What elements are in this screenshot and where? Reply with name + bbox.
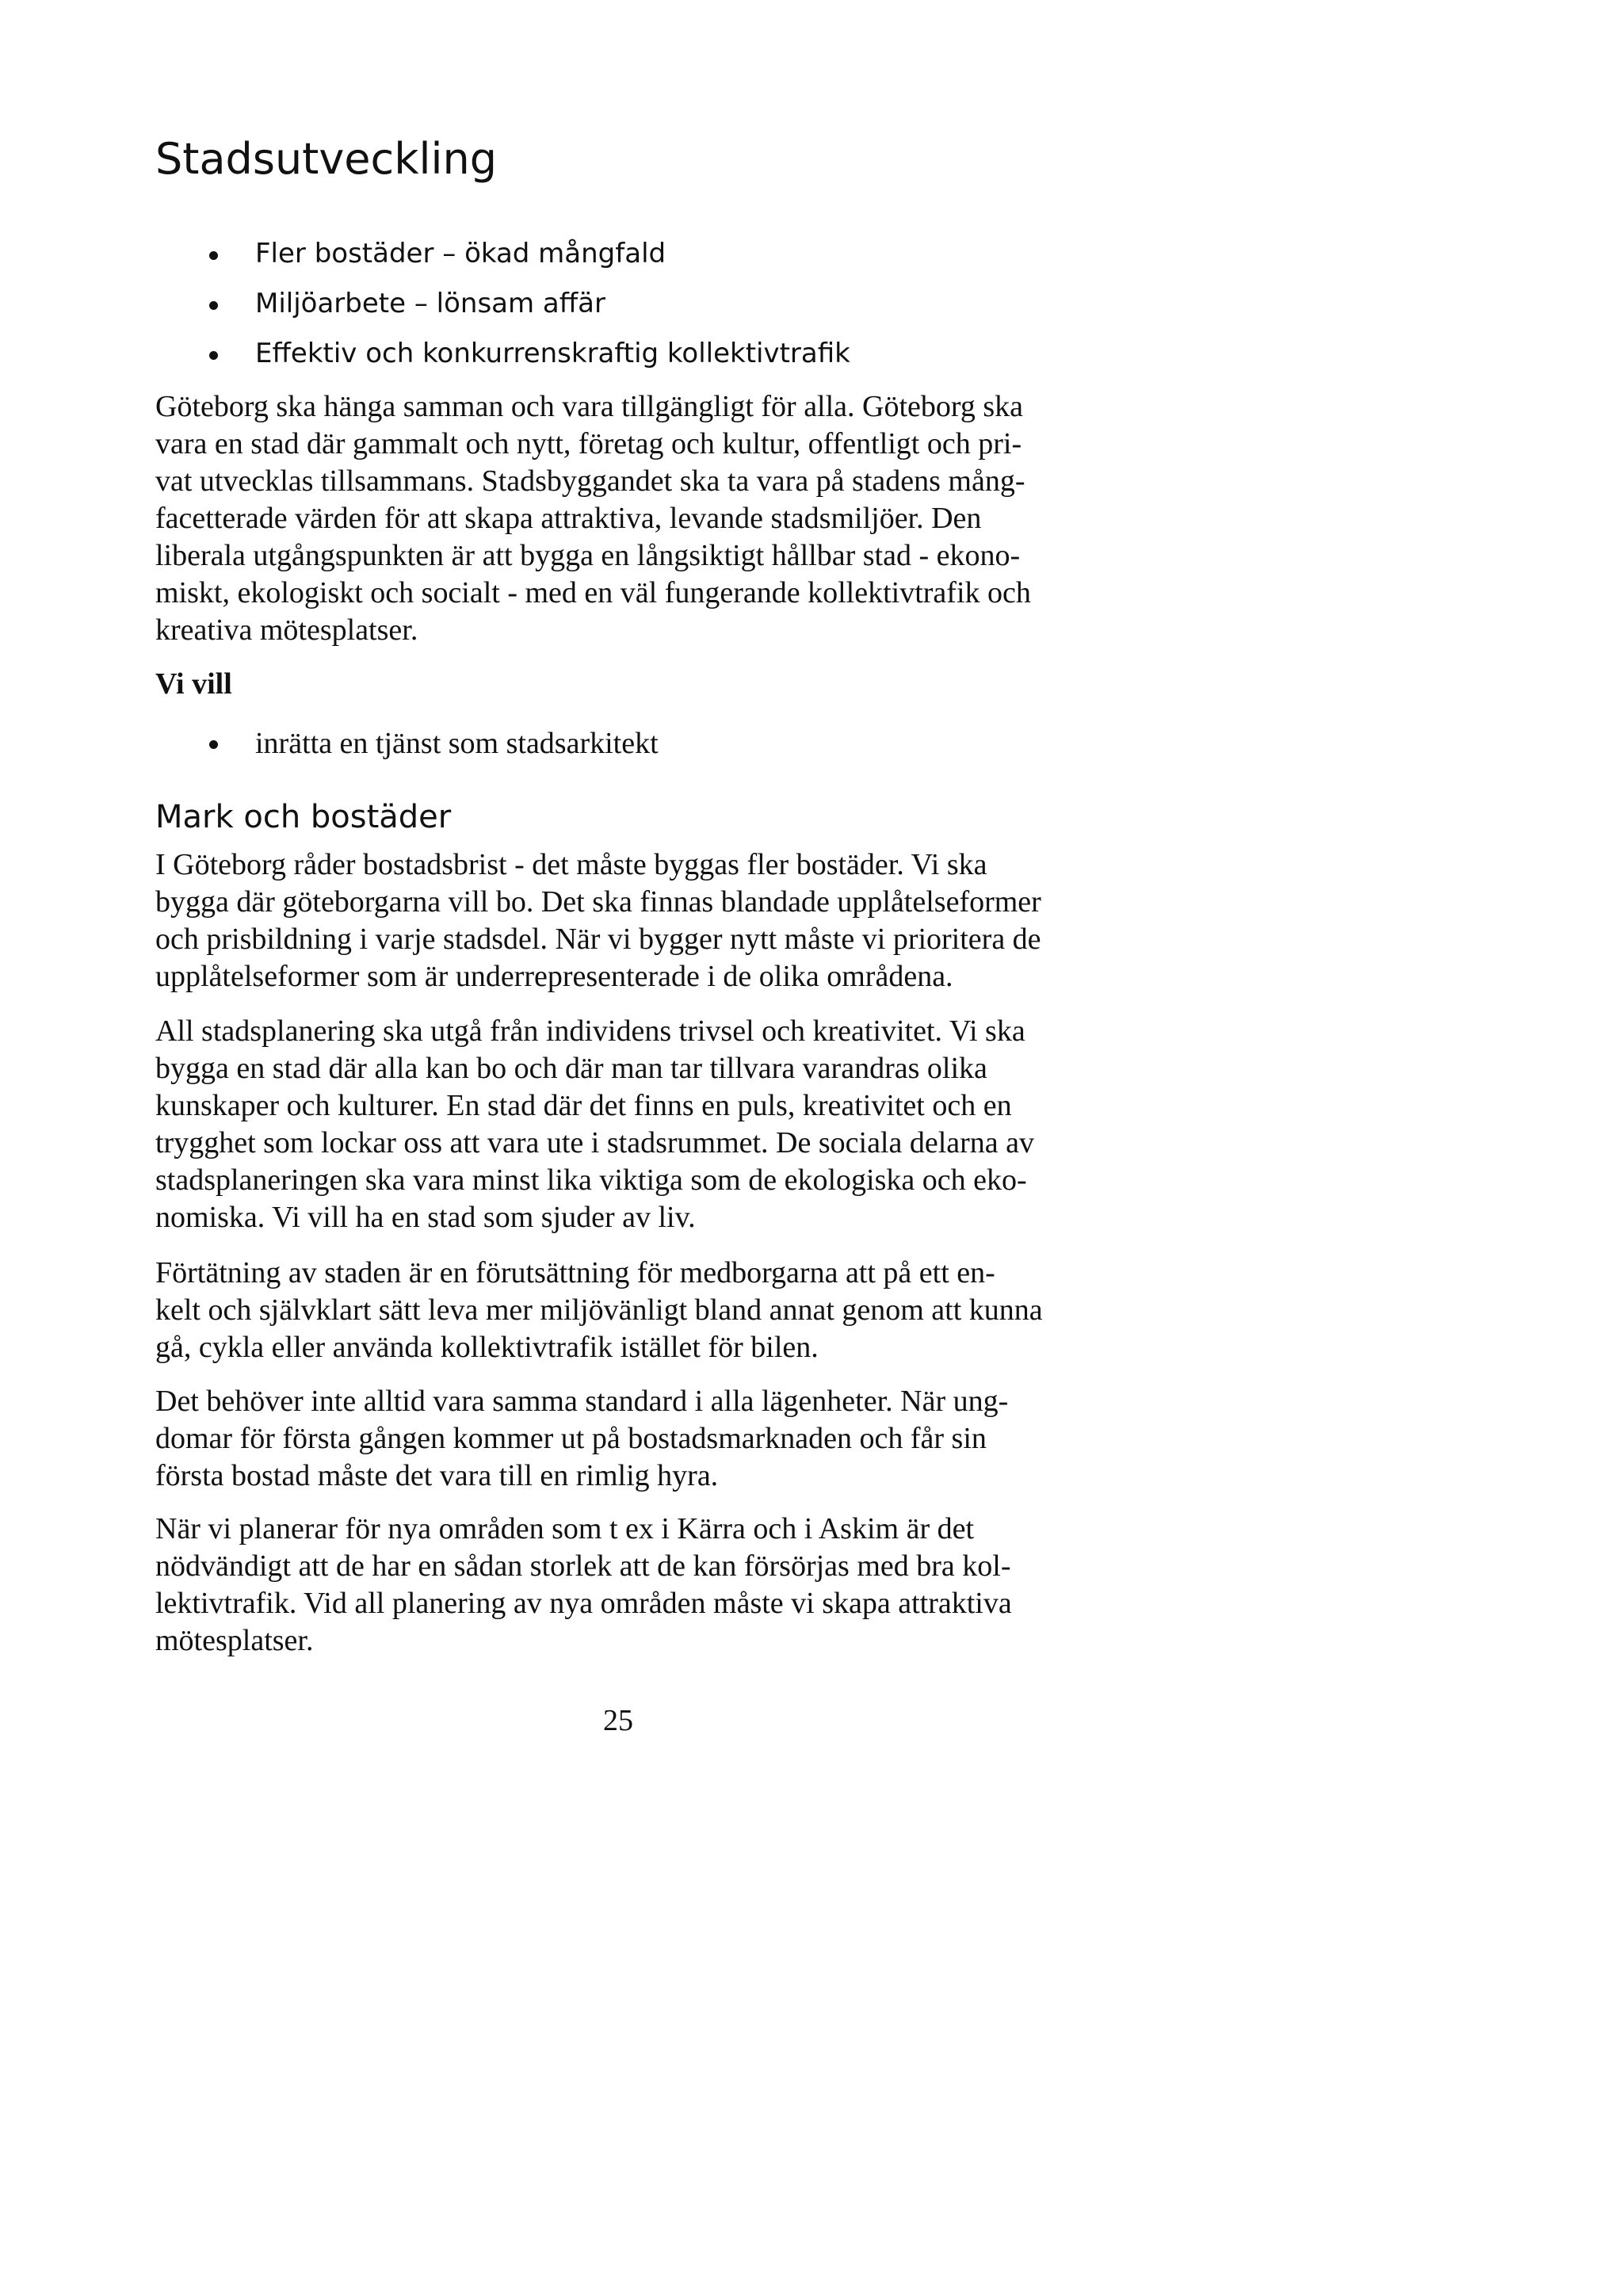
text-line: och prisbildning i varje stadsdel. När vi bygger nytt måste vi prioritera de bbox=[155, 923, 1041, 956]
text-line: gå, cykla eller använda kollektivtrafik istället för bilen. bbox=[155, 1331, 819, 1364]
text-line: stadsplaneringen ska vara minst lika viktiga som de ekologiska och eko- bbox=[155, 1163, 1027, 1197]
text-line: bygga där göteborgarna vill bo. Det ska finnas blandade upplåtelseformer bbox=[155, 885, 1041, 919]
text-line: miskt, ekologiskt och socialt - med en väl fungerande kollektivtrafik och bbox=[155, 576, 1031, 609]
bullet-icon bbox=[209, 251, 218, 260]
list-item bbox=[155, 238, 850, 288]
text-line: Göteborg ska hänga samman och vara tillgängligt för alla. Göteborg ska bbox=[155, 390, 1024, 423]
text-line: kelt och självklart sätt leva mer miljövänligt bland annat genom att kunna bbox=[155, 1293, 1043, 1327]
text-line: All stadsplanering ska utgå från individens trivsel och kreativitet. Vi ska bbox=[155, 1014, 1025, 1048]
list-item bbox=[155, 338, 850, 388]
text-line: mötesplatser. bbox=[155, 1624, 314, 1657]
section-heading: Mark och bostäder bbox=[155, 799, 452, 835]
text-line: trygghet som lockar oss att vara ute i stadsrummet. De sociala delarna av bbox=[155, 1126, 1035, 1159]
list-item-text: Fler bostäder – ökad mångfald bbox=[255, 238, 666, 269]
list-item-text: inrätta en tjänst som stadsarkitekt bbox=[255, 727, 659, 760]
top-bullet-list bbox=[155, 238, 850, 388]
text-line: nödvändigt att de har en sådan storlek att de kan försörjas med bra kol- bbox=[155, 1549, 1011, 1583]
text-line: lektivtrafik. Vid all planering av nya områden måste vi skapa attraktiva bbox=[155, 1587, 1012, 1620]
intro-paragraph bbox=[155, 388, 1031, 649]
bullet-icon bbox=[209, 301, 218, 310]
bullet-icon bbox=[209, 351, 218, 360]
text-line: kunskaper och kulturer. En stad där det finns en puls, kreativitet och en bbox=[155, 1089, 1012, 1122]
paragraph bbox=[155, 1013, 1034, 1236]
text-line: vara en stad där gammalt och nytt, företag och kultur, offentligt och pri- bbox=[155, 427, 1022, 460]
vi-vill-list bbox=[155, 725, 659, 762]
text-line: liberala utgångspunkten är att bygga en långsiktigt hållbar stad - ekono- bbox=[155, 539, 1021, 572]
text-line: första bostad måste det vara till en rimlig hyra. bbox=[155, 1459, 719, 1492]
text-line: När vi planerar för nya områden som t ex i Kärra och i Askim är det bbox=[155, 1512, 975, 1545]
paragraph bbox=[155, 1511, 1012, 1660]
list-item bbox=[155, 288, 850, 338]
paragraph bbox=[155, 846, 1041, 995]
text-line: upplåtelseformer som är underrepresenterade i de olika områdena. bbox=[155, 960, 953, 993]
text-line: vat utvecklas tillsammans. Stadsbyggandet ska ta vara på stadens mång- bbox=[155, 464, 1025, 498]
page-title: Stadsutveckling bbox=[155, 134, 497, 184]
text-line: kreativa mötesplatser. bbox=[155, 613, 418, 647]
text-line: Förtätning av staden är en förutsättning för medborgarna att på ett en- bbox=[155, 1256, 995, 1289]
paragraph bbox=[155, 1255, 1043, 1366]
text-line: bygga en stad där alla kan bo och där man tar tillvara varandras olika bbox=[155, 1052, 987, 1085]
text-line: I Göteborg råder bostadsbrist - det måste byggas fler bostäder. Vi ska bbox=[155, 848, 987, 881]
page-number: 25 bbox=[603, 1704, 633, 1737]
text-line: nomiska. Vi vill ha en stad som sjuder av liv. bbox=[155, 1201, 696, 1234]
list-item-text: Effektiv och konkurrenskraftig kollektivtrafik bbox=[255, 338, 850, 369]
vi-vill-label: Vi vill bbox=[155, 667, 232, 701]
list-item-text: Miljöarbete – lönsam affär bbox=[255, 288, 605, 319]
text-line: facetterade värden för att skapa attraktiva, levande stadsmiljöer. Den bbox=[155, 502, 982, 535]
list-item bbox=[155, 725, 659, 762]
text-line: Det behöver inte alltid vara samma standard i alla lägenheter. När ung- bbox=[155, 1385, 1009, 1418]
paragraph bbox=[155, 1383, 1008, 1495]
text-line: domar för första gången kommer ut på bostadsmarknaden och får sin bbox=[155, 1422, 987, 1455]
bullet-icon bbox=[209, 740, 218, 749]
